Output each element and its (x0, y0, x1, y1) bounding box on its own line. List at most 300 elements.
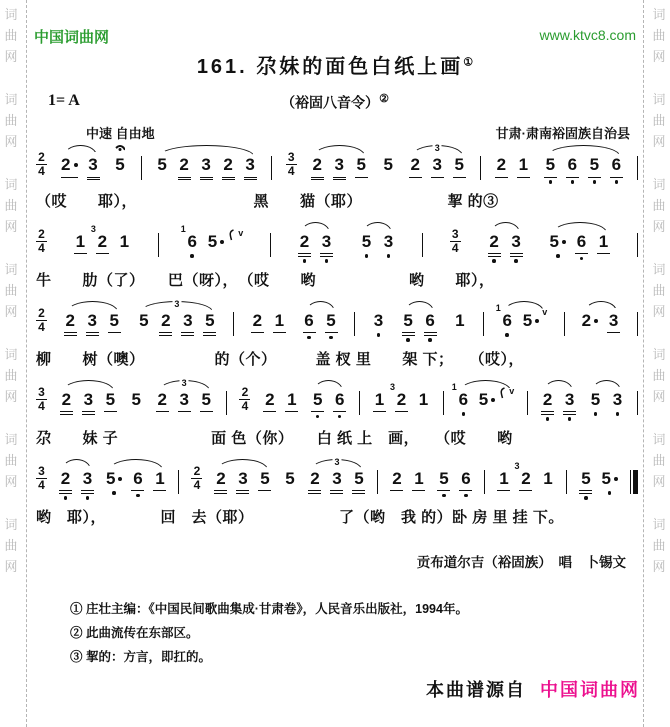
note-sequence (488, 232, 523, 263)
note-figure (161, 311, 170, 331)
note-figure (207, 227, 244, 252)
note-number: 5 (439, 468, 449, 488)
note-figure (439, 469, 448, 489)
note-group (451, 378, 515, 416)
note-figure (216, 469, 225, 489)
beam-line (258, 490, 271, 491)
note (611, 390, 624, 416)
low-octave-dot (442, 494, 446, 498)
lyrics-line: （哎 耶）， 黑 猫（耶） 挈 的③ (36, 192, 499, 210)
note-figure (497, 155, 506, 175)
note-figure (61, 469, 70, 489)
note (118, 232, 131, 255)
note-number: 3 (511, 231, 521, 251)
note-sequence (64, 311, 121, 336)
beam-line (178, 179, 191, 180)
beam-line (488, 256, 501, 257)
beam-line (541, 411, 554, 412)
triplet-numeral: 3 (334, 456, 340, 467)
music-line-block (36, 143, 638, 211)
grace-note: 3 (514, 460, 520, 471)
low-octave-dot (556, 254, 560, 258)
note-figure (591, 390, 600, 410)
note-sequence (130, 390, 143, 410)
note-number: 5 (201, 389, 211, 409)
note-figure (334, 155, 343, 175)
note-group (544, 143, 623, 184)
beam-line (333, 411, 346, 412)
note-number: 5 (403, 310, 413, 330)
note-number: 5 (285, 468, 295, 488)
watermark-char: 网 (652, 219, 666, 234)
low-octave-dot (190, 254, 194, 258)
note-group (579, 457, 617, 500)
song-title-text: 161. 尕妹的面色白纸上画 (196, 56, 464, 78)
note (156, 155, 169, 180)
note (325, 311, 338, 340)
footnote-3: ③ 挈的：方言，即扛的。 (70, 650, 211, 664)
note-figure (106, 469, 122, 489)
watermark-char: 曲 (4, 283, 18, 298)
note (582, 311, 598, 334)
footnote-1: ① 庄壮主编：《中国民间歌曲集成·甘肃卷》，人民音乐出版社，1994年。 (70, 602, 468, 616)
note-figure (245, 155, 254, 175)
slide-rest-mark (498, 387, 506, 399)
note-figure (374, 311, 383, 331)
note-group (372, 299, 385, 337)
beam-line (402, 332, 415, 333)
beam-line (541, 414, 554, 415)
note (563, 390, 576, 421)
note-group (59, 457, 94, 500)
watermark-char: 曲 (4, 198, 18, 213)
note-figure (76, 232, 85, 252)
note-number: 1 (75, 231, 86, 251)
note-number: 5 (157, 155, 167, 174)
lyrics-line: 尕 妹 子 面 色（你） 白 纸 上 画， （哎 哟 (36, 429, 513, 447)
barline (637, 312, 638, 336)
note (402, 311, 415, 342)
note-group (251, 299, 286, 334)
note-number: 6 (576, 231, 587, 251)
beam-line (395, 411, 408, 412)
time-numerator: 2 (38, 226, 45, 241)
note-group (214, 457, 271, 494)
watermark-char: 曲 (652, 283, 666, 298)
beam-line (308, 493, 321, 494)
note-number: 3 (612, 389, 623, 409)
note-number: 3 (82, 468, 93, 488)
low-octave-dot (303, 259, 307, 263)
note-group (373, 378, 430, 413)
barline (566, 470, 567, 494)
footer-brand-link[interactable]: 中国词曲网 (540, 680, 640, 700)
beam-line (159, 335, 172, 336)
note-sequence (582, 311, 620, 334)
note-figure (565, 390, 574, 410)
note (137, 311, 150, 336)
note (178, 155, 191, 180)
time-denominator: 4 (241, 398, 249, 413)
note-number: 5 (590, 389, 601, 409)
beam-line (203, 335, 216, 336)
note-group (263, 378, 298, 413)
note-sequence (60, 390, 117, 415)
final-thick-line (633, 470, 638, 494)
grace-note: 1 (180, 223, 186, 234)
note-sequence (495, 302, 548, 337)
low-octave-dot (571, 180, 575, 184)
beam-line (273, 332, 286, 333)
beam-line (579, 490, 592, 491)
beam-line (510, 256, 523, 257)
note (311, 390, 324, 419)
beam-line (59, 493, 72, 494)
time-denominator: 4 (38, 319, 45, 334)
note (178, 390, 191, 413)
note-group (582, 299, 620, 334)
site-name-link[interactable]: 中国词曲网 (34, 29, 110, 46)
note (333, 155, 346, 180)
note-number: 5 (581, 468, 591, 488)
low-octave-dot (615, 180, 619, 184)
augmentation-dot (491, 398, 495, 402)
watermark-char: 词 (4, 92, 18, 107)
time-signature (36, 384, 47, 413)
beam-line (244, 179, 257, 180)
footer-source-line (426, 676, 640, 702)
beam-line (325, 332, 338, 333)
watermark-char: 网 (652, 134, 666, 149)
note (601, 469, 617, 500)
note (610, 155, 623, 184)
note-sequence (308, 469, 365, 494)
note-group (283, 457, 296, 489)
note-number: 2 (312, 155, 322, 174)
beam-line (459, 490, 472, 491)
note (352, 469, 365, 494)
note-number: 5 (354, 468, 364, 488)
beam-line (607, 332, 620, 333)
notes-row (36, 378, 638, 421)
note (156, 390, 169, 413)
note-sequence (214, 469, 271, 494)
watermark-char: 网 (4, 49, 18, 64)
low-octave-dot (593, 180, 597, 184)
music-sheet (36, 143, 638, 536)
notes-row (36, 143, 638, 184)
watermark-char: 曲 (652, 368, 666, 383)
note-number: 2 (265, 389, 275, 409)
note-number: 6 (611, 155, 622, 174)
note-number: 2 (157, 389, 167, 409)
note-figure (425, 311, 434, 331)
time-numerator: 3 (38, 463, 45, 478)
breath-mark: v (542, 306, 548, 317)
note (390, 381, 408, 413)
note (478, 385, 515, 416)
note-figure (106, 390, 115, 410)
note-number: 6 (187, 231, 197, 251)
subtitle-footnote-marker: ② (379, 93, 389, 105)
note-group (495, 299, 548, 337)
watermark-char: 词 (652, 7, 666, 22)
beam-line (178, 177, 191, 178)
note (544, 155, 557, 184)
watermark-char: 网 (4, 219, 18, 234)
note-figure (201, 390, 210, 410)
note-number: 2 (410, 155, 420, 174)
note-figure (375, 390, 384, 410)
note (104, 390, 117, 415)
augmentation-dot (562, 240, 566, 244)
note-number: 1 (598, 231, 609, 251)
note (153, 469, 166, 498)
watermark-char: 词 (4, 7, 18, 22)
note (372, 311, 385, 337)
note-figure (577, 232, 586, 252)
beam-line (263, 411, 276, 412)
note-figure (139, 311, 148, 331)
note-number: 5 (601, 468, 611, 488)
song-origin: 甘肃·肃南裕固族自治县 (495, 126, 630, 141)
note-sequence (180, 223, 244, 258)
note-number: 3 (432, 155, 442, 174)
note-figure (155, 469, 164, 489)
note-sequence (550, 232, 610, 261)
note (244, 155, 257, 180)
final-thin-line (630, 470, 631, 494)
note (453, 311, 466, 331)
barline (484, 470, 485, 494)
note-sequence (114, 155, 127, 175)
note (373, 390, 386, 413)
beam-line (82, 411, 95, 412)
note-number: 6 (458, 389, 469, 409)
augmentation-dot (594, 319, 598, 323)
note-number: 5 (361, 231, 372, 251)
note-figure (612, 155, 621, 175)
time-numerator: 2 (241, 384, 249, 399)
note (59, 469, 72, 500)
note (575, 232, 588, 261)
note-figure (65, 311, 74, 331)
note-group (61, 143, 99, 180)
time-denominator: 4 (38, 164, 45, 178)
note-group (130, 378, 143, 410)
note (497, 469, 510, 492)
watermark-char: 曲 (652, 28, 666, 43)
note-figure (223, 155, 232, 175)
grace-note: 1 (495, 302, 501, 313)
time-signature (286, 152, 297, 177)
note-figure (61, 155, 77, 175)
note-figure (581, 469, 590, 489)
watermark-char: 词 (652, 347, 666, 362)
time-numerator: 3 (287, 150, 295, 164)
note-number: 2 (216, 468, 226, 488)
music-line-block (36, 220, 638, 290)
note-sequence (495, 155, 530, 178)
triplet-numeral: 3 (434, 143, 440, 153)
watermark-char: 网 (4, 304, 18, 319)
low-octave-dot (365, 254, 369, 258)
note-figure (522, 306, 548, 331)
beam-line (563, 411, 576, 412)
beam-line (178, 411, 191, 412)
note-number: 5 (115, 155, 125, 174)
site-url-link[interactable]: www.ktvc8.com (539, 27, 636, 43)
watermark-char: 曲 (652, 453, 666, 468)
note (298, 232, 311, 263)
note-sequence (263, 390, 298, 413)
note-figure (543, 390, 552, 410)
note-figure (120, 232, 129, 252)
note-sequence (311, 155, 368, 180)
note-figure (503, 311, 512, 331)
note (459, 469, 472, 498)
note-number: 3 (238, 468, 248, 488)
note-figure (499, 469, 508, 489)
note-group (74, 220, 131, 255)
note-number: 1 (155, 468, 165, 488)
beam-line (566, 177, 579, 178)
time-denominator: 4 (451, 240, 459, 255)
subtitle-text: （裕固八音令） (281, 94, 380, 111)
note-number: 5 (131, 389, 142, 409)
beam-line (203, 332, 216, 333)
note-number: 2 (521, 468, 531, 488)
watermark-char: 网 (652, 49, 666, 64)
note (60, 390, 73, 415)
note-figure (356, 155, 365, 175)
note-number: 2 (496, 155, 507, 174)
note-number: 2 (65, 310, 75, 330)
note-figure (238, 469, 247, 489)
beam-line (86, 335, 99, 336)
beam-line (236, 490, 249, 491)
note-number: 3 (183, 310, 193, 330)
note (550, 232, 566, 261)
note-sequence (61, 155, 99, 180)
beam-line (402, 335, 415, 336)
note (437, 469, 450, 498)
note (597, 232, 610, 261)
note-number: 3 (321, 231, 332, 251)
beam-line (64, 332, 77, 333)
low-octave-dot (406, 338, 410, 342)
low-octave-dot (307, 336, 311, 340)
note-number: 5 (478, 389, 489, 409)
note-group (298, 220, 333, 263)
note-group (541, 378, 576, 421)
note-number: 2 (161, 310, 171, 330)
note-number: 1 (119, 231, 130, 251)
watermark-char: 词 (652, 262, 666, 277)
watermark-char: 网 (652, 559, 666, 574)
barline (483, 312, 484, 336)
low-octave-dot (514, 259, 518, 263)
note-number: 3 (245, 155, 255, 174)
beam-line (308, 490, 321, 491)
note-figure (543, 469, 552, 489)
time-signature (450, 226, 461, 255)
barline (422, 233, 423, 257)
watermark-char: 曲 (4, 538, 18, 553)
note-figure (392, 469, 401, 489)
note-number: 5 (549, 231, 560, 251)
watermark-char: 曲 (652, 113, 666, 128)
note-sequence (402, 311, 437, 342)
note-sequence (437, 469, 472, 498)
beam-line (320, 256, 333, 257)
note-number: 3 (373, 310, 384, 330)
footnotes (70, 597, 468, 669)
beam-line (544, 177, 557, 178)
beam-line (355, 177, 368, 178)
beam-line (303, 332, 316, 333)
beam-line (373, 411, 386, 412)
note-number: 3 (201, 155, 211, 174)
watermark-char: 词 (4, 177, 18, 192)
low-octave-dot (584, 496, 588, 500)
note-number: 1 (499, 468, 509, 488)
note (588, 155, 601, 184)
time-numerator: 3 (451, 226, 459, 241)
watermark-char: 词 (4, 347, 18, 362)
note (566, 155, 579, 184)
grace-note: 3 (90, 223, 96, 234)
footer-prefix: 本曲谱源自 (426, 680, 526, 700)
note (251, 311, 264, 334)
barline (564, 312, 565, 336)
note-figure (133, 469, 142, 489)
note-sequence (137, 311, 216, 336)
note-number: 3 (87, 310, 97, 330)
notes-row (36, 457, 638, 500)
note (333, 390, 346, 419)
beam-line (412, 490, 425, 491)
beam-line (214, 493, 227, 494)
watermark-char: 词 (4, 517, 18, 532)
time-numerator: 2 (38, 150, 45, 164)
note (579, 469, 592, 500)
note (311, 155, 324, 180)
note-number: 2 (299, 231, 310, 251)
note-figure (275, 311, 284, 331)
note-number: 1 (374, 389, 385, 409)
note-group (64, 299, 121, 336)
beam-line (251, 332, 264, 333)
note-group (409, 143, 466, 178)
note-figure (157, 390, 166, 410)
note-figure (287, 390, 296, 410)
note-figure (550, 232, 566, 252)
note-number: 3 (179, 389, 189, 409)
note-figure (88, 155, 97, 175)
note-group (488, 220, 523, 263)
note-number: 5 (109, 310, 119, 330)
note (517, 155, 530, 178)
time-denominator: 4 (287, 164, 295, 178)
beam-line (60, 411, 73, 412)
song-subtitle (0, 92, 670, 113)
performer-credits: 贡布道尔吉（裕固族） 唱 卜锡文 (416, 555, 626, 570)
low-octave-dot (546, 417, 550, 421)
note-group (550, 220, 610, 261)
note-sequence (311, 390, 346, 419)
low-octave-dot (616, 412, 620, 416)
